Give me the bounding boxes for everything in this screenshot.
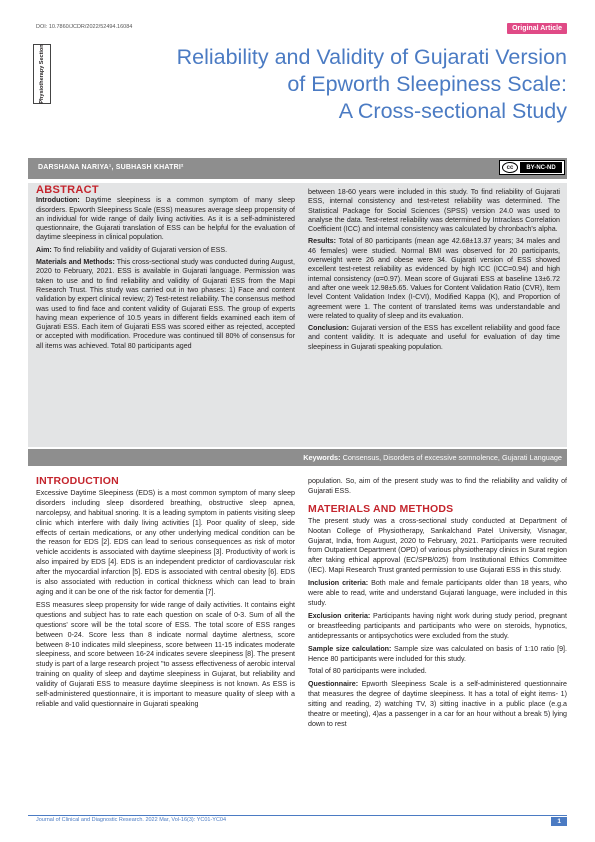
body-left-column [36, 477, 295, 713]
text: This cross-sectional study was conducted during August, 2020 to February, 2021. ESS is available in Gujarati language. Permission was taken to use and to find reliability and validity of Gujarati ESS from the Mapi Research Trust. This study was carried out in two phases: 1) Face and content validation by expert clinical review; 2) Test-retest reliability. The consensus method was used to find face and content validity of Gujarati ESS. The group of experts having mean experience of 10.5 years in different fields examined each item of Gujarati ESS. Each item of Gujarati ESS was scored either as rejected, accepted or accepted with modification. Procedure was continued till 80% of consensus for all items was achieved. Total 80 participants aged [36, 258, 295, 350]
introduction-paragraph: ESS measures sleep propensity for wide range of daily activities. It contains eight questions and subject has to rate each question on scale of 0-3. Sum of all the questions' score will be the total score of ESS. The total score of ESS ranges between 0-24. Score less than 8 indicate normal daytime alertness, score between 8-10 indicates mild sleepiness, score between 11-15 indicates moderate sleepiness, and score between 16-24 indicates severe sleepiness [8]. The present study is part of a large research project "to assess effectiveness of aerobic interval training on quality of sleep and daytime sleepiness in Gujarat, but reliability and validity of Gujarati ESS to measure daytime sleepiness is not known. As ESS is self-administered questionnaire, it is important to measure quality of sleep with a reliable and valid questionnaire in Gujarati speaking [36, 600, 295, 708]
abstract-results [308, 237, 560, 321]
abstract-left-column [36, 186, 295, 354]
section-tab [33, 44, 51, 104]
license-label: BY-NC-ND [520, 162, 562, 173]
text: To find reliability and validity of Gujarati version of ESS. [53, 245, 228, 254]
abstract-heading: ABSTRACT [36, 184, 99, 196]
title-line: A Cross-sectional Study [338, 99, 567, 123]
page-number: 1 [551, 817, 567, 826]
label: Aim: [36, 245, 52, 254]
label: Inclusion criteria: [308, 579, 369, 588]
label: Introduction: [36, 196, 80, 205]
introduction-heading: INTRODUCTION [36, 475, 119, 487]
methods-paragraph: The present study was a cross-sectional study conducted at Department of Nootan College of Physiotherapy, Sankalchand Patel University, Visnagar, Gujarat, India, from August, 2020 to February, 2021. Participants were recruited from Outpatient Department (OPD) of various physiotherapy clinics in Surat region after taking ethical approval (EC/SPB/025) from Institutional Ethics Committee (IEC). Mapi Research Trust granted permission to use Gujarati ESS in this study. [308, 516, 567, 575]
sample-size [308, 645, 567, 665]
exclusion-criteria [308, 612, 567, 642]
inclusion-criteria [308, 579, 567, 609]
questionnaire [308, 680, 567, 730]
methods-heading: MATERIALS AND METHODS [308, 502, 454, 515]
abstract-methods-continued: between 18-60 years were included in this study. To find reliability of Gujarati ESS, internal consistency and test-retest reliability was determined. The Statistical Package for Social Sciences (SPSS) version 24.0 was used to analyse the data. Test-retest reliability was determined by Intraclass Correlation Coefficient (ICC) and internal consistency was calculated by chronbach's alpha. [308, 188, 560, 234]
label: Results: [308, 237, 336, 246]
total-participants: Total of 80 participants were included. [308, 667, 427, 676]
text: Epworth Sleepiness Scale is a self-administered questionnaire that measures the degree of daytime sleepiness. It has a total of eight items- 1) sitting and reading, 2) watching TV, 3) sitting inactive in a public place (e.g.a theatre or meeting), 4)as a passenger in a car for an hour without a break 5) lying down to rest [308, 680, 567, 728]
footer-rule [28, 815, 567, 816]
author-list: DARSHANA NARIYA¹, SUBHASH KHATRI² [38, 164, 184, 171]
text: Sample size was calculated on basis of 1:10 ratio [9]. Hence 80 participants were included for this study. [308, 644, 567, 663]
article-type-badge: Original Article [507, 23, 567, 34]
keywords-text: Consensus, Disorders of excessive somnolence, Gujarati Language [342, 453, 562, 462]
abstract-methods [36, 258, 295, 351]
title-line: Reliability and Validity of Gujarati Version [176, 45, 567, 69]
abstract-conclusion [308, 324, 560, 352]
body-right-column [308, 477, 567, 733]
text: Gujarati version of the ESS has excellent reliability and good face and content validity. It is adequate and useful for evaluation of day time sleepiness in Gujarati speaking population. [308, 324, 560, 351]
label: Materials and Methods: [36, 258, 115, 267]
abstract-right-column [308, 188, 560, 355]
label: Questionnaire: [308, 680, 359, 689]
section-tab-label: Physiotherapy Section [39, 44, 45, 104]
text: Participants having night work during study period, pregnant or breastfeeding participants and participants who were on steroids, hypnotics, antidepressants or antipsychotics were excluded from the study. [308, 611, 567, 640]
keywords-label: Keywords: [303, 453, 341, 462]
abstract-aim [36, 246, 295, 255]
text: Both male and female participants older than 18 years, who were able to read, write and understand Gujarati language, were included in this study. [308, 579, 567, 607]
doi-text: DOI: 10.7860/JCDR/2022/52494.16084 [36, 24, 133, 30]
label: Conclusion: [308, 324, 349, 333]
title-line: of Epworth Sleepiness Scale: [287, 72, 567, 96]
introduction-paragraph-continued: population. So, aim of the present study was to find the reliability and validity of Gujarati ESS. [308, 477, 567, 495]
keywords [303, 453, 562, 462]
article-title [97, 44, 567, 125]
introduction-paragraph: Excessive Daytime Sleepiness (EDS) is a most common symptom of many sleep disorders including sleep disordered breathing, obstructive sleep apnea, narcolepsy, and habitual snoring. It is a leading symptom in patients visiting sleep clinic which interfere with daily living activities [1]. Poor quality of sleep, side effects of certain medications, or any other underlying medical condition can be the reason for EDS [2]. EDS can lead to serious consequences as risk of motor vehicle accidents is associated with daytime sleepiness [3]. Productivity of work is also impaired by EDS [4]. EDS is an independent predictor of cardiovascular risk after the myocardial infarction [5]. EDS is associated with central obesity [6]. EDS is also associated with reduction in cortical thickness which can lead to brain aging and it can be one of the risk factor for dementia [7]. [36, 488, 295, 596]
cc-icon: cc [502, 162, 518, 173]
label: Exclusion criteria: [308, 611, 371, 620]
label: Sample size calculation: [308, 644, 392, 653]
journal-citation: Journal of Clinical and Diagnostic Research. 2022 Mar, Vol-16(3): YC01-YC04 [36, 817, 227, 823]
license-badge [499, 160, 565, 175]
text: Total of 80 participants (mean age 42.68±13.37 years; 34 males and 46 females) were studied. Normal BMI was observed for 20 participants, overweight were 26 and obese were 34. Gujarati version of ESS showed excellent test-retest reliability as evidenced by high ICC (ICC=0.94) and high internal consistency (α=0.97). Mean score of Gujarati ESS at baseline 13±6.72 and after one week 12.98±5.65. Values for Content Validation Ratio (CVR), Item level Content Validation Index (I-CVI), Modified Kappa (K), and Proportion of agreement were 1. The content of translated items was understandable and were related to quality of sleep and its evaluation. [308, 237, 560, 320]
text: Daytime sleepiness is a common symptom of many sleep disorders. Epworth Sleepiness Scale (ESS) measures average sleep propensity of an individual for wide range of daily living activities. As it is a self-administered questionnaire, the Gujarati translation of ESS can be helpful for the evaluation of daytime sleepiness in clinical population. [36, 196, 295, 242]
abstract-introduction [36, 196, 295, 242]
